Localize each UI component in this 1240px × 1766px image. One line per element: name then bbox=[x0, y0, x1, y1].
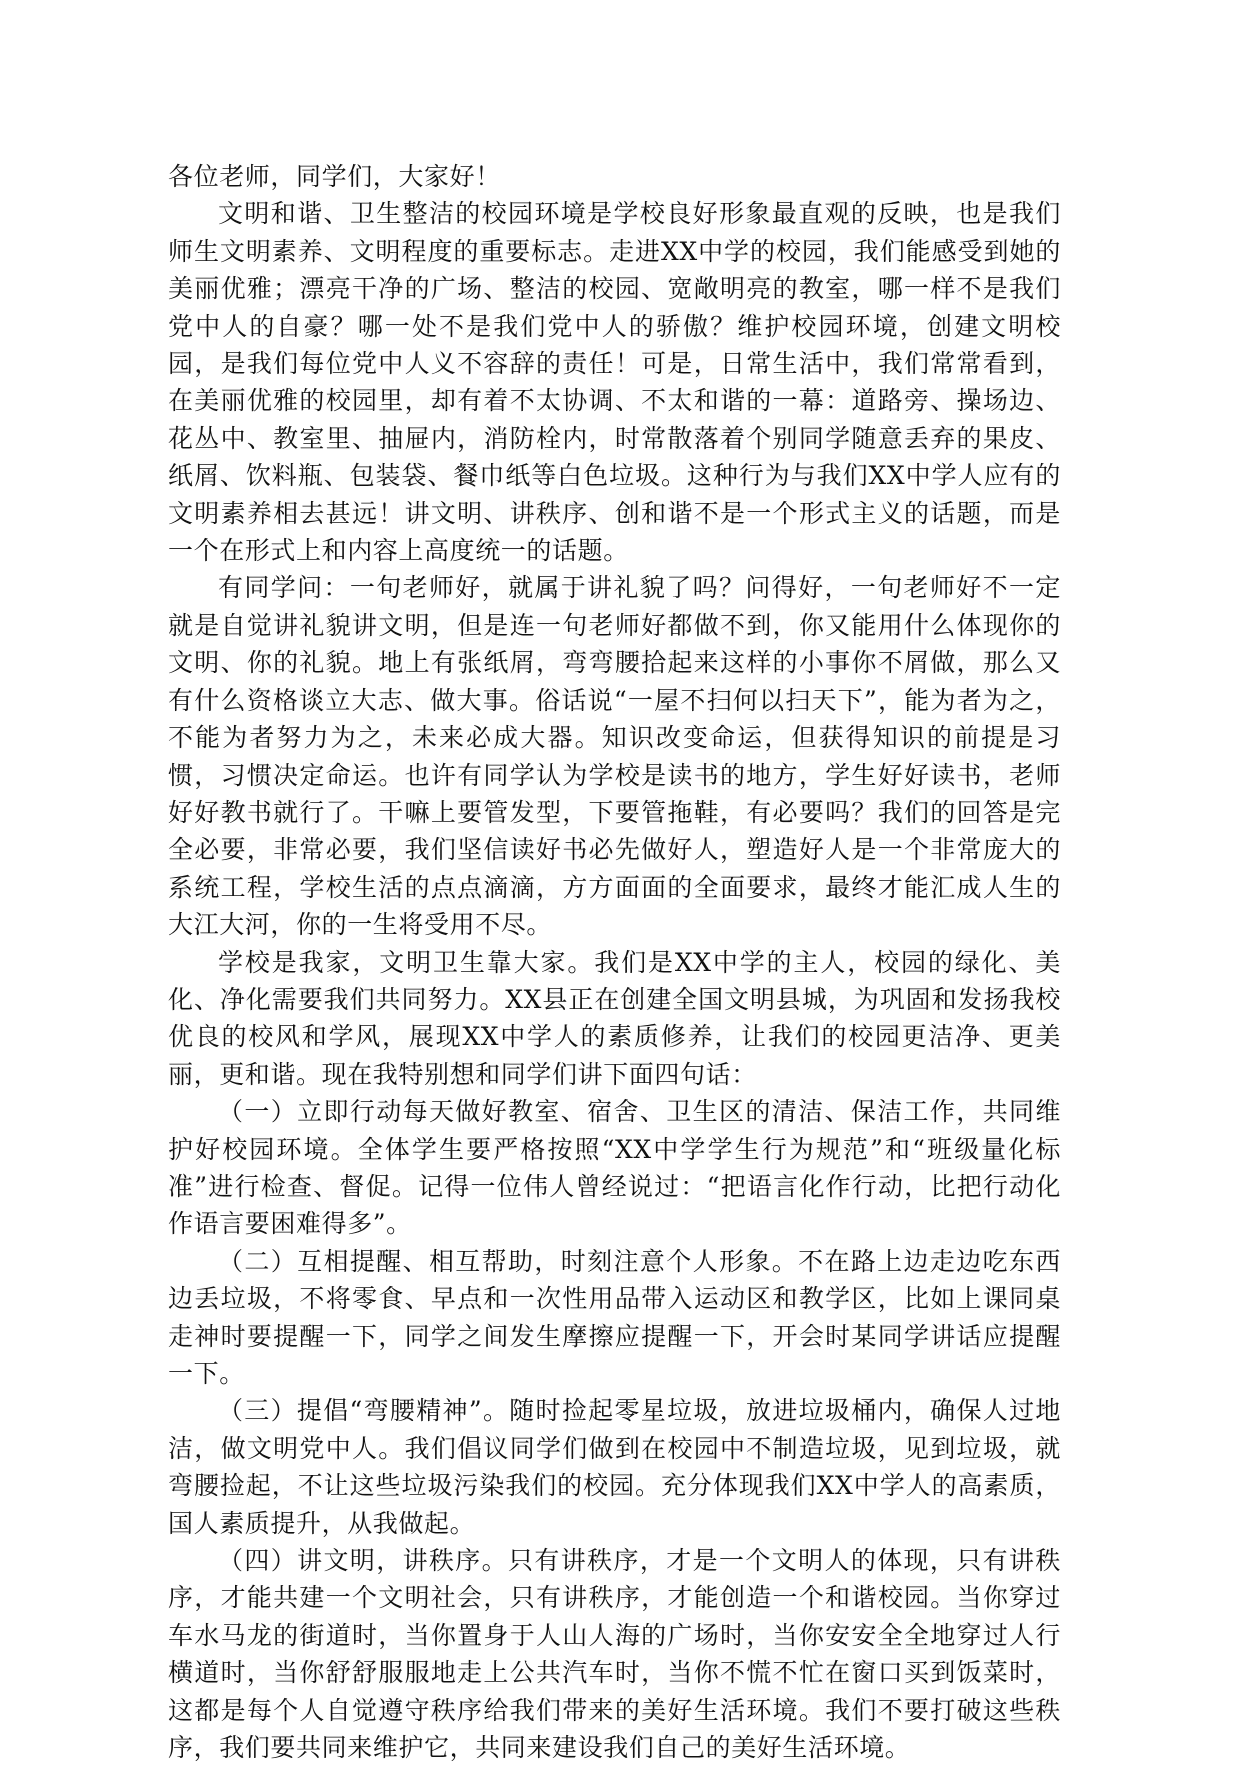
paragraph-campus-environment: 文明和谐、卫生整洁的校园环境是学校良好形象最直观的反映，也是我们师生文明素养、文明程度的重要标志。走进XX中学的校园，我们能感受到她的美丽优雅；漂亮干净的广场、整洁的校园、宽敞明亮的教室，哪一样不是我们党中人的自豪？哪一处不是我们党中人的骄傲？维护校园环境，创建文明校园，是我们每位党中人义不容辞的责任！可是，日常生活中，我们常常看到，在美丽优雅的校园里，却有着不太协调、不太和谐的一幕：道路旁、操场边、花丛中、教室里、抽屉内，消防栓内，时常散落着个别同学随意丢弃的果皮、纸屑、饮料瓶、包装袋、餐巾纸等白色垃圾。这种行为与我们XX中学人应有的文明素养相去甚远！讲文明、讲秩序、创和谐不是一个形式主义的话题，而是一个在形式上和内容上高度统一的话题。 bbox=[168, 199, 1061, 566]
paragraph-point-two: （二）互相提醒、相互帮助，时刻注意个人形象。不在路上边走边吃东西边丢垃圾，不将零食、早点和一次性用品带入运动区和教学区，比如上课同桌走神时要提醒一下，同学之间发生摩擦应提醒一下，开会时某同学讲话应提醒一下。 bbox=[168, 1246, 1061, 1388]
paragraph-point-three: （三）提倡“弯腰精神”。随时捡起零星垃圾，放进垃圾桶内，确保人过地洁，做文明党中人。我们倡议同学们做到在校园中不制造垃圾，见到垃圾，就弯腰捡起，不让这些垃圾污染我们的校园。充分体现我们XX中学人的高素质，国人素质提升，从我做起。 bbox=[168, 1396, 1061, 1538]
greeting-line: 各位老师，同学们，大家好！ bbox=[168, 162, 501, 191]
paragraph-politeness: 有同学问：一句老师好，就属于讲礼貌了吗？问得好，一句老师好不一定就是自觉讲礼貌讲文明，但是连一句老师好都做不到，你又能用什么体现你的文明、你的礼貌。地上有张纸屑，弯弯腰拾起来这样的小事你不屑做，那么又有什么资格谈立大志、做大事。俗话说“一屋不扫何以扫天下”，能为者为之，不能为者努力为之，未来必成大器。知识改变命运，但获得知识的前提是习惯，习惯决定命运。也许有同学认为学校是读书的地方，学生好好读书，老师好好教书就行了。干嘛上要管发型，下要管拖鞋，有必要吗？我们的回答是完全必要，非常必要，我们坚信读好书必先做好人，塑造好人是一个非常庞大的系统工程，学校生活的点点滴滴，方方面面的全面要求，最终才能汇成人生的大江大河，你的一生将受用不尽。 bbox=[168, 573, 1061, 940]
paragraph-school-home: 学校是我家，文明卫生靠大家。我们是XX中学的主人，校园的绿化、美化、净化需要我们共同努力。XX县正在创建全国文明县城，为巩固和发扬我校优良的校风和学风，展现XX中学人的素质修养，让我们的校园更洁净、更美丽，更和谐。现在我特别想和同学们讲下面四句话： bbox=[168, 947, 1061, 1089]
paragraph-point-four: （四）讲文明，讲秩序。只有讲秩序，才是一个文明人的体现，只有讲秩序，才能共建一个文明社会，只有讲秩序，才能创造一个和谐校园。当你穿过车水马龙的街道时，当你置身于人山人海的广场时，当你安安全全地穿过人行横道时，当你舒舒服服地走上公共汽车时，当你不慌不忙在窗口买到饭菜时，这都是每个人自觉遵守秩序给我们带来的美好生活环境。我们不要打破这些秩序，我们要共同来维护它，共同来建设我们自己的美好生活环境。 bbox=[168, 1546, 1061, 1763]
speech-body bbox=[168, 158, 1061, 1766]
paragraph-point-one: （一）立即行动每天做好教室、宿舍、卫生区的清洁、保洁工作，共同维护好校园环境。全体学生要严格按照“XX中学学生行为规范”和“班级量化标准”进行检查、督促。记得一位伟人曾经说过：“把语言化作行动，比把行动化作语言要困难得多”。 bbox=[168, 1097, 1061, 1239]
